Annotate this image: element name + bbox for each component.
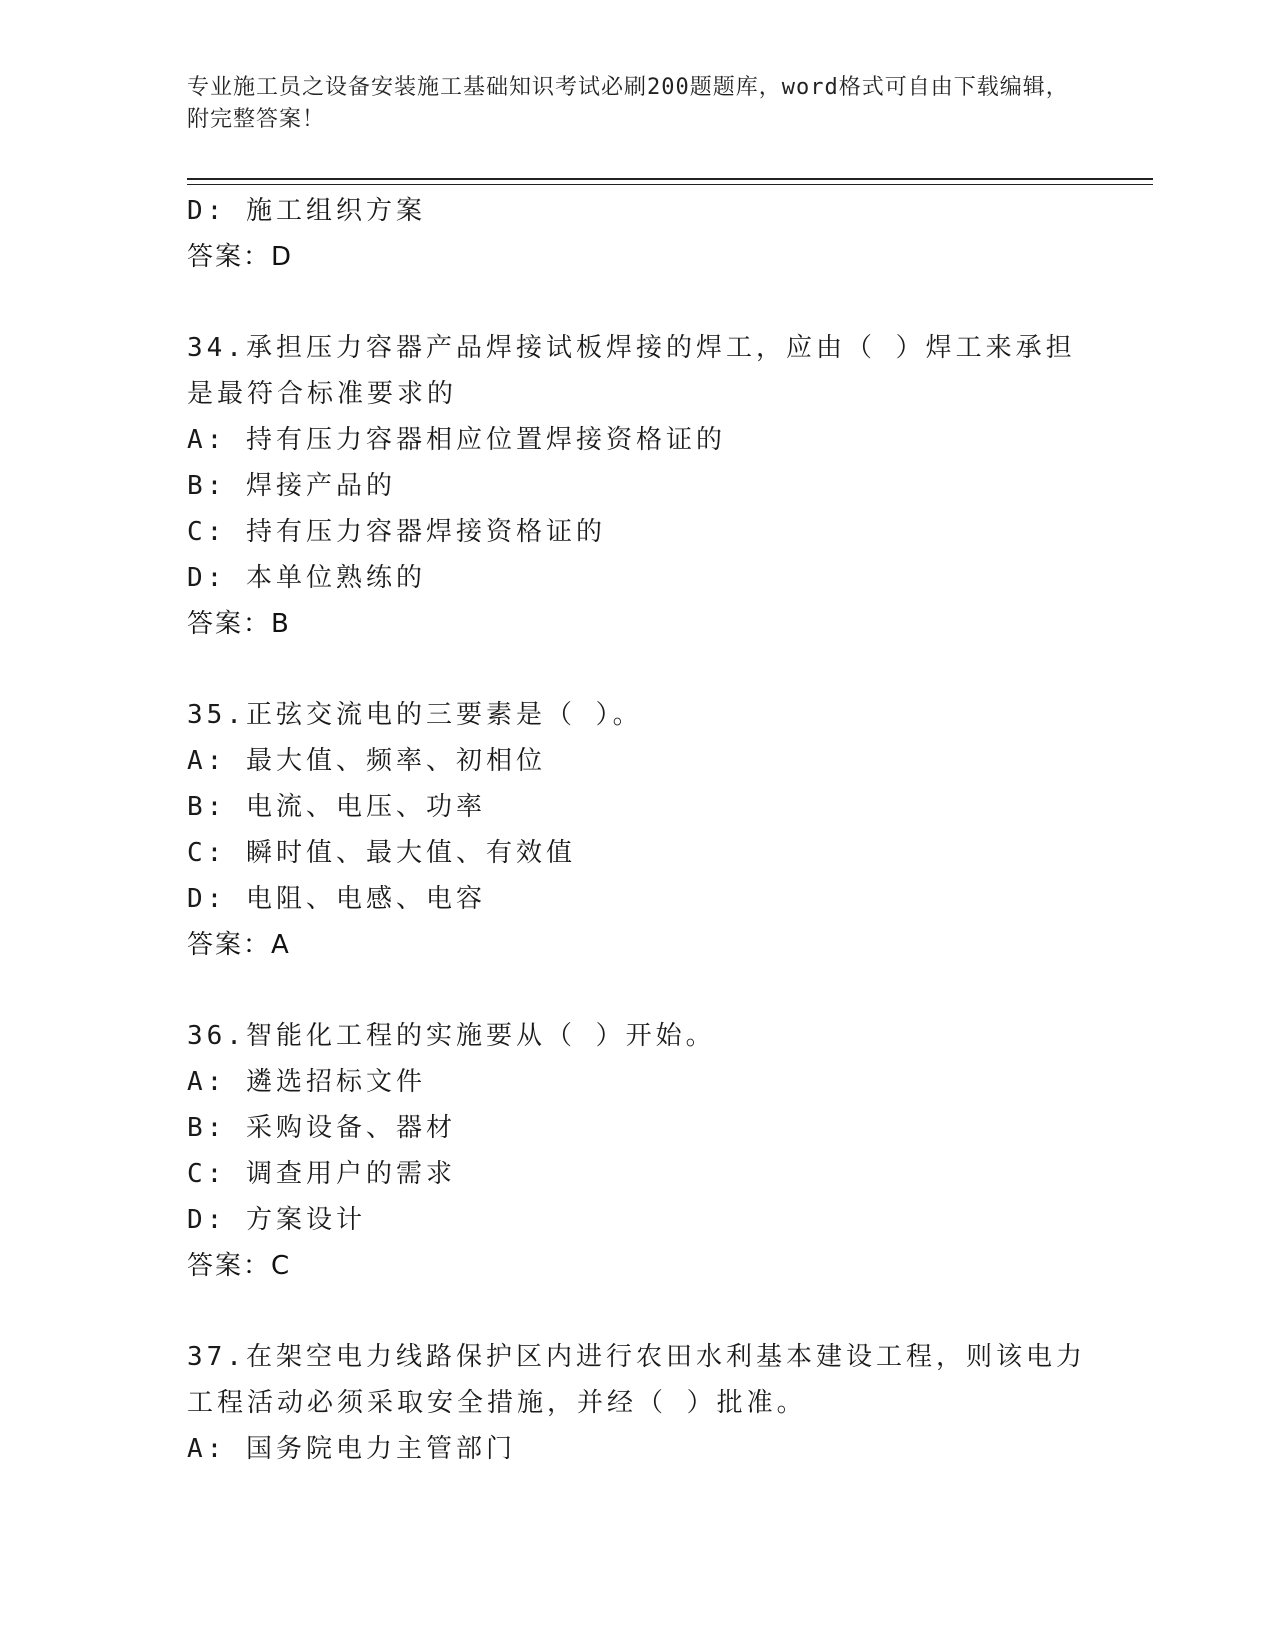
option-c: C: 持有压力容器焊接资格证的	[187, 517, 606, 547]
question-stem: 35.正弦交流电的三要素是（ ）。	[187, 700, 643, 730]
spacer	[187, 968, 1087, 1013]
option-a: A: 国务院电力主管部门	[187, 1434, 516, 1464]
spacer	[187, 1289, 1087, 1334]
option-c: C: 调查用户的需求	[187, 1159, 456, 1189]
spacer	[187, 280, 1087, 325]
document-header: 专业施工员之设备安装施工基础知识考试必刷200题题库，word格式可自由下载编辑，附完整答案！	[187, 75, 1069, 132]
option-d: D: 电阻、电感、电容	[187, 884, 486, 914]
question-stem: 36.智能化工程的实施要从（ ）开始。	[187, 1021, 716, 1051]
option-a: A: 持有压力容器相应位置焊接资格证的	[187, 425, 726, 455]
option-d: D: 施工组织方案	[187, 196, 426, 226]
answer-line: 答案：A	[187, 930, 291, 960]
document-body	[187, 188, 1087, 1472]
option-d: D: 方案设计	[187, 1205, 366, 1235]
option-a: A: 遴选招标文件	[187, 1067, 426, 1097]
header-divider-thin	[187, 184, 1153, 185]
option-c: C: 瞬时值、最大值、有效值	[187, 838, 576, 868]
answer-line: 答案：B	[187, 609, 291, 639]
option-b: B: 电流、电压、功率	[187, 792, 486, 822]
spacer	[187, 647, 1087, 692]
question-stem: 34.承担压力容器产品焊接试板焊接的焊工，应由（ ）焊工来承担是最符合标准要求的	[187, 333, 1076, 409]
header-divider-thick	[187, 178, 1153, 180]
answer-line: 答案：D	[187, 242, 294, 272]
question-stem: 37.在架空电力线路保护区内进行农田水利基本建设工程，则该电力工程活动必须采取安全措施，并经（ ）批准。	[187, 1342, 1086, 1418]
option-b: B: 采购设备、器材	[187, 1113, 456, 1143]
answer-line: 答案：C	[187, 1251, 292, 1281]
option-b: B: 焊接产品的	[187, 471, 396, 501]
option-a: A: 最大值、频率、初相位	[187, 746, 546, 776]
option-d: D: 本单位熟练的	[187, 563, 426, 593]
